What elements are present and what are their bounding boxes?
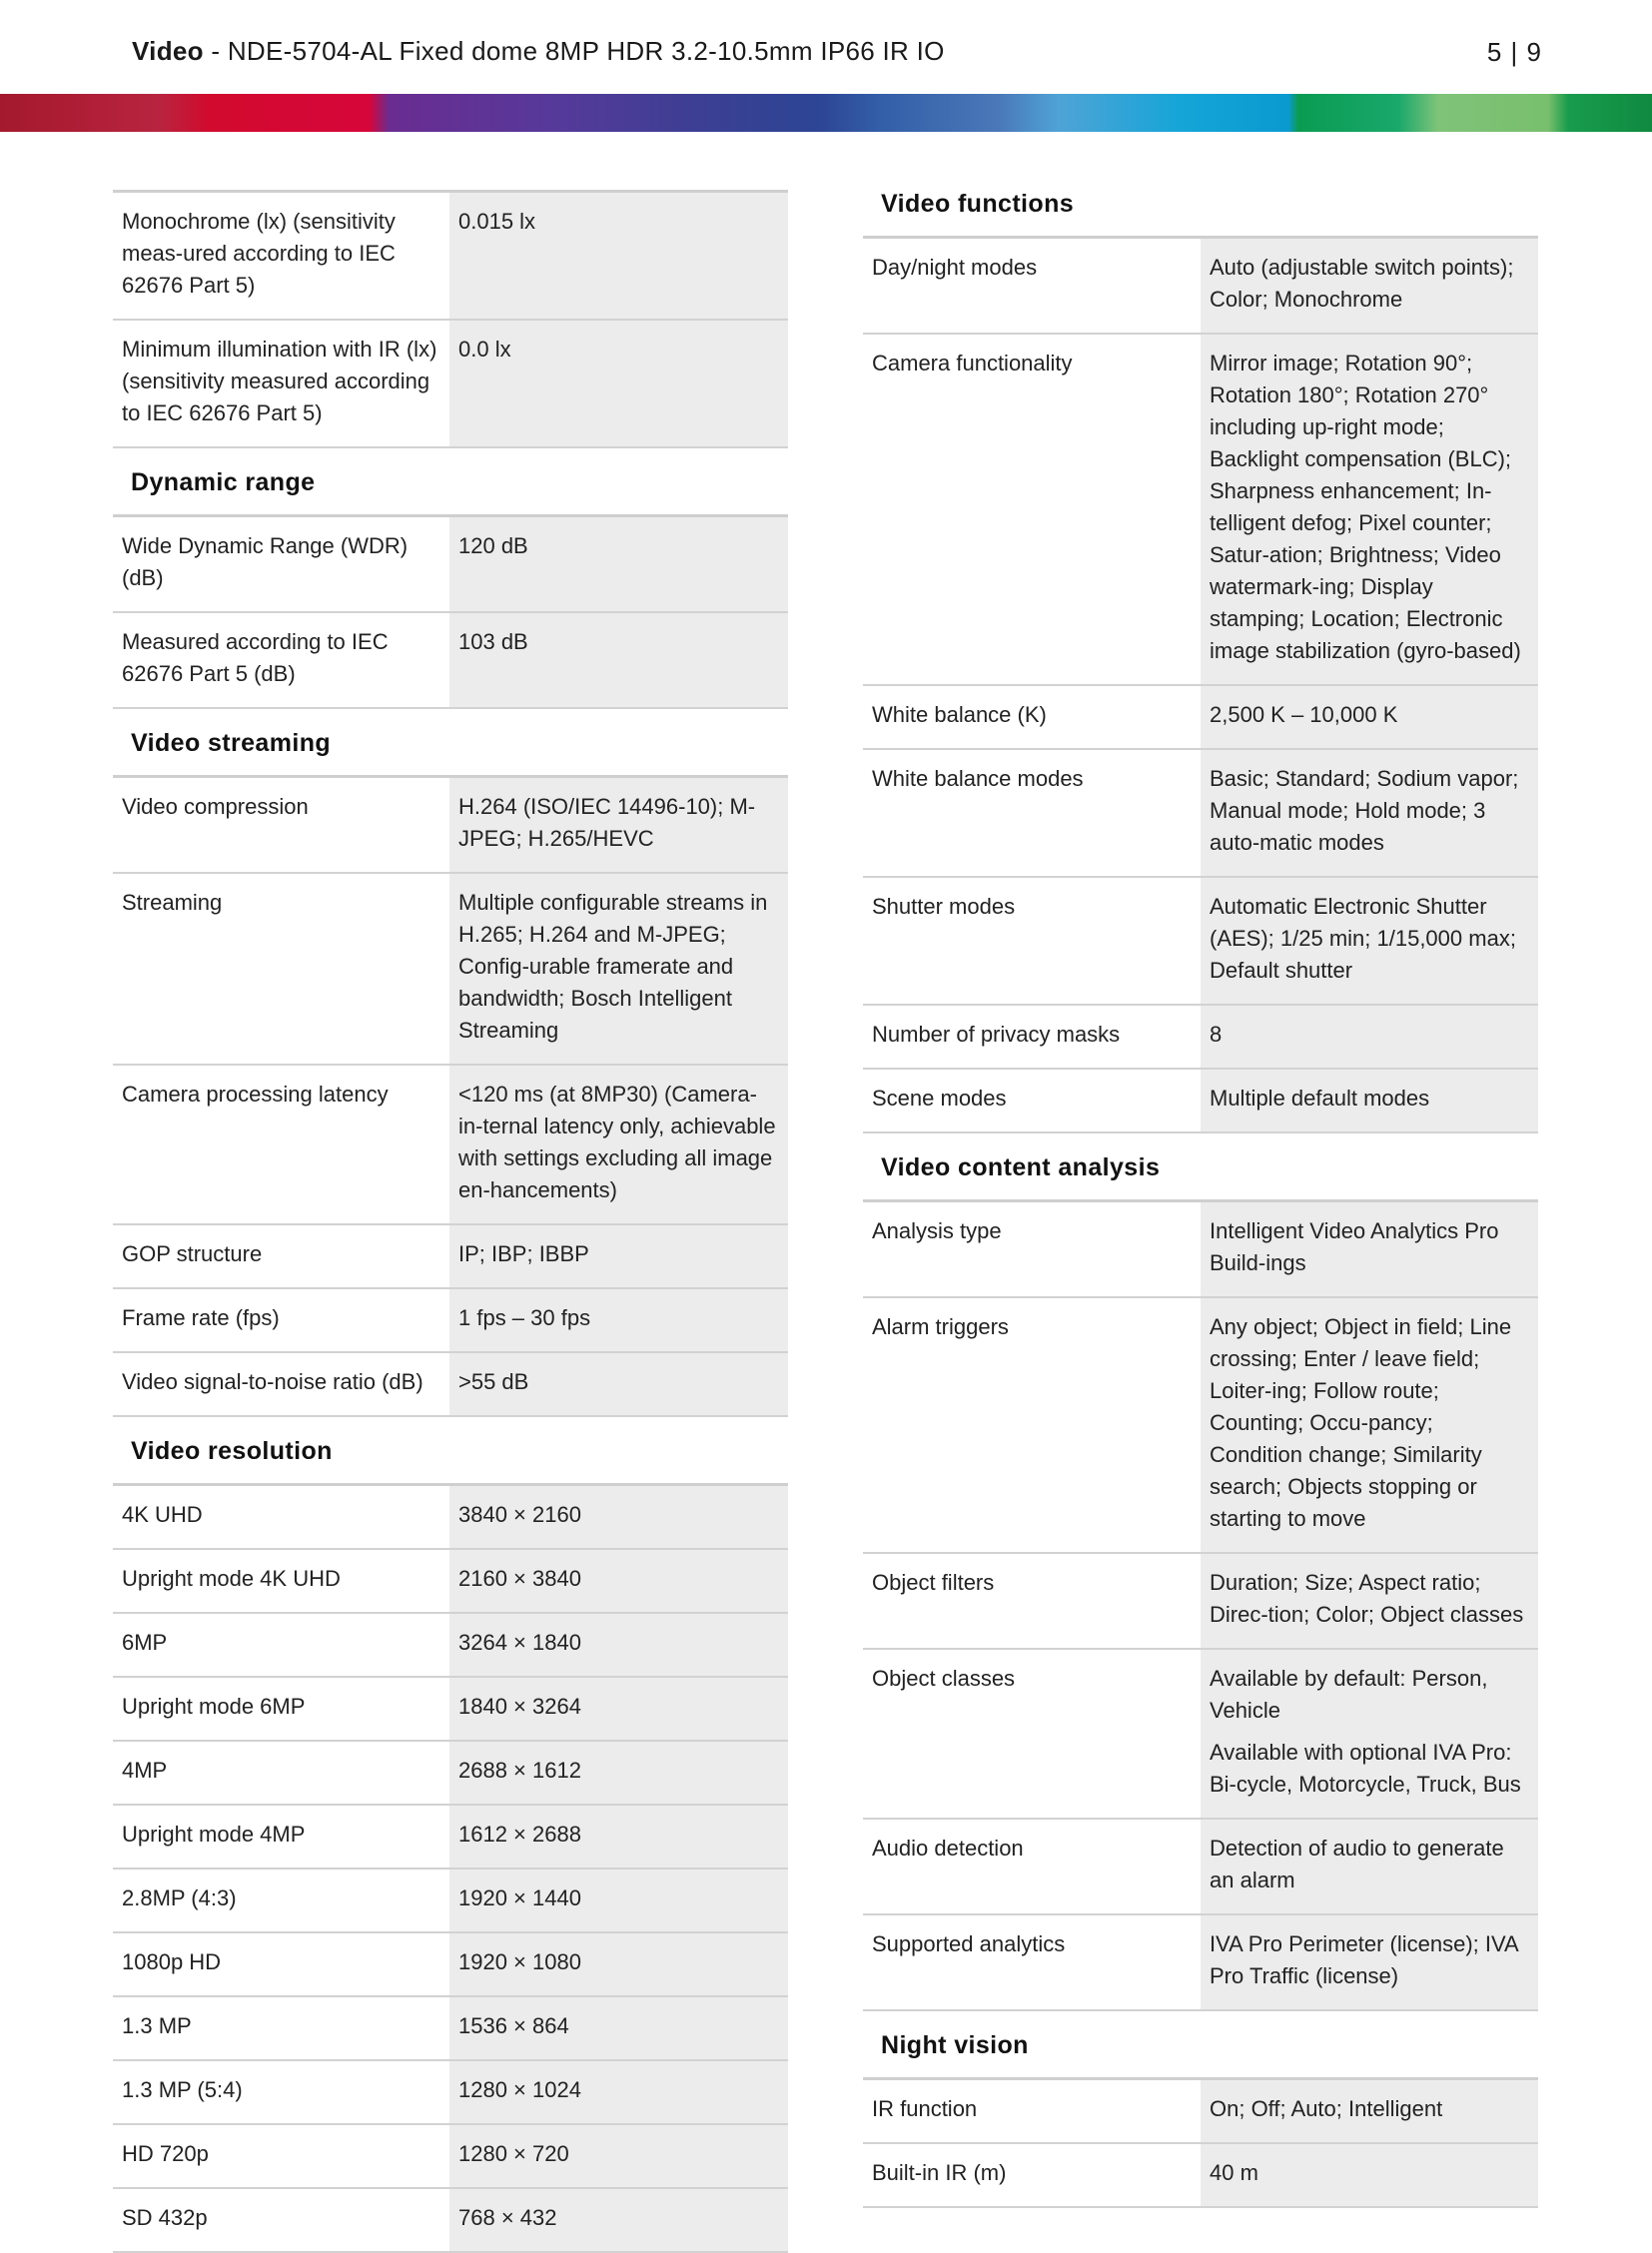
spec-label: 4K UHD	[113, 1485, 449, 1550]
table-row	[113, 1352, 788, 1416]
spec-value: IP; IBP; IBBP	[449, 1224, 788, 1288]
spec-value: H.264 (ISO/IEC 14496-10); M-JPEG; H.265/HEVC	[449, 777, 788, 874]
spec-value: Basic; Standard; Sodium vapor; Manual mode; Hold mode; 3 auto-matic modes	[1201, 749, 1538, 877]
spec-label: Analysis type	[863, 1201, 1201, 1298]
spec-value: 2,500 K – 10,000 K	[1201, 685, 1538, 749]
table-row	[113, 777, 788, 874]
table-row	[863, 238, 1538, 335]
spec-value: 2688 × 1612	[449, 1741, 788, 1805]
section-heading: Video functions	[863, 180, 1538, 238]
table-row	[113, 1613, 788, 1677]
table-row	[113, 1485, 788, 1550]
table-row	[113, 1224, 788, 1288]
table-row	[113, 1932, 788, 1996]
spec-label: Camera processing latency	[113, 1065, 449, 1224]
spec-label: Day/night modes	[863, 238, 1201, 335]
spec-value: 1280 × 720	[449, 2124, 788, 2188]
table-row	[863, 877, 1538, 1005]
spec-label: Wide Dynamic Range (WDR) (dB)	[113, 516, 449, 613]
title-bold: Video	[132, 36, 204, 66]
spec-value: Duration; Size; Aspect ratio; Direc-tion; Color; Object classes	[1201, 1553, 1538, 1649]
table-row	[863, 1914, 1538, 2010]
table-row	[863, 1201, 1538, 1298]
spec-label: Video compression	[113, 777, 449, 874]
spec-value: 1920 × 1440	[449, 1869, 788, 1932]
spec-value: Any object; Object in field; Line crossing; Enter / leave field; Loiter-ing; Follow route; Counting; Occu-pancy; Condition change; Similarity search; Objects stopping or starting to move	[1201, 1297, 1538, 1553]
spec-label: Number of privacy masks	[863, 1005, 1201, 1069]
spec-value: 768 × 432	[449, 2188, 788, 2252]
section-heading: Night vision	[863, 2010, 1538, 2079]
table-row	[863, 1005, 1538, 1069]
spec-table-right	[863, 180, 1538, 2208]
spec-label: Streaming	[113, 873, 449, 1065]
spec-label: Video signal-to-noise ratio (dB)	[113, 1352, 449, 1416]
section-heading-row	[863, 1132, 1538, 1201]
spec-label: Measured according to IEC 62676 Part 5 (dB)	[113, 612, 449, 708]
table-row	[863, 2079, 1538, 2144]
section-heading-row	[113, 447, 788, 516]
spec-label: Alarm triggers	[863, 1297, 1201, 1553]
spec-label: White balance modes	[863, 749, 1201, 877]
spec-value: 1612 × 2688	[449, 1805, 788, 1869]
section-heading-row	[113, 708, 788, 777]
table-row	[113, 2060, 788, 2124]
spec-value: 8	[1201, 1005, 1538, 1069]
table-row	[863, 1819, 1538, 1914]
spec-table-left	[113, 190, 788, 2253]
spec-label: Object filters	[863, 1553, 1201, 1649]
spec-label: 1.3 MP (5:4)	[113, 2060, 449, 2124]
spec-label: Upright mode 6MP	[113, 1677, 449, 1741]
spec-label: 1.3 MP	[113, 1996, 449, 2060]
table-row	[113, 1805, 788, 1869]
spec-value: 2160 × 3840	[449, 1549, 788, 1613]
table-row	[113, 320, 788, 447]
spec-value: 1280 × 1024	[449, 2060, 788, 2124]
section-heading-row	[863, 180, 1538, 238]
table-row	[113, 1677, 788, 1741]
table-row	[113, 612, 788, 708]
spec-value: Automatic Electronic Shutter (AES); 1/25 min; 1/15,000 max; Default shutter	[1201, 877, 1538, 1005]
table-row	[113, 1996, 788, 2060]
spec-value: >55 dB	[449, 1352, 788, 1416]
spec-value: 103 dB	[449, 612, 788, 708]
spec-label: GOP structure	[113, 1224, 449, 1288]
table-row	[113, 1549, 788, 1613]
spec-label: SD 432p	[113, 2188, 449, 2252]
table-row	[113, 1065, 788, 1224]
spec-value: 120 dB	[449, 516, 788, 613]
table-row	[113, 2188, 788, 2252]
table-row	[863, 1649, 1538, 1819]
spec-value: IVA Pro Perimeter (license); IVA Pro Traffic (license)	[1201, 1914, 1538, 2010]
spec-label: 1080p HD	[113, 1932, 449, 1996]
spec-value-line: Available by default: Person, Vehicle	[1210, 1666, 1488, 1723]
spec-label: HD 720p	[113, 2124, 449, 2188]
left-column	[113, 190, 788, 2253]
spec-label: Frame rate (fps)	[113, 1288, 449, 1352]
table-row	[113, 873, 788, 1065]
spec-label: White balance (K)	[863, 685, 1201, 749]
spec-label: Upright mode 4K UHD	[113, 1549, 449, 1613]
section-heading: Video resolution	[113, 1416, 788, 1485]
section-heading-row	[863, 2010, 1538, 2079]
page-header	[0, 0, 1652, 95]
spec-value: 0.0 lx	[449, 320, 788, 447]
spec-label: Minimum illumination with IR (lx) (sensitivity measured according to IEC 62676 Part 5)	[113, 320, 449, 447]
table-row	[863, 1297, 1538, 1553]
brand-color-band	[0, 94, 1652, 132]
section-heading: Video streaming	[113, 708, 788, 777]
spec-value	[1201, 1649, 1538, 1819]
spec-value: 3840 × 2160	[449, 1485, 788, 1550]
spec-label: Audio detection	[863, 1819, 1201, 1914]
spec-value: 1920 × 1080	[449, 1932, 788, 1996]
spec-value: Detection of audio to generate an alarm	[1201, 1819, 1538, 1914]
spec-value: Mirror image; Rotation 90°; Rotation 180°; Rotation 270° including up-right mode; Backlight compensation (BLC); Sharpness enhancement; In-telligent defog; Pixel counter; Satur-ation; Brightness; Video watermark-ing; Display stamping; Location; Electronic image stabilization (gyro-based)	[1201, 334, 1538, 685]
spec-label: Scene modes	[863, 1069, 1201, 1132]
spec-value: Multiple default modes	[1201, 1069, 1538, 1132]
spec-value: 1840 × 3264	[449, 1677, 788, 1741]
right-column	[863, 180, 1538, 2208]
spec-value-line: Available with optional IVA Pro: Bi-cycle, Motorcycle, Truck, Bus	[1210, 1740, 1521, 1797]
section-heading-row	[113, 1416, 788, 1485]
spec-value: Intelligent Video Analytics Pro Build-ings	[1201, 1201, 1538, 1298]
table-row	[113, 516, 788, 613]
spec-label: 4MP	[113, 1741, 449, 1805]
title-rest: - NDE-5704-AL Fixed dome 8MP HDR 3.2-10.5mm IP66 IR IO	[203, 36, 945, 66]
table-row	[113, 1741, 788, 1805]
spec-label: 6MP	[113, 1613, 449, 1677]
table-row	[863, 1069, 1538, 1132]
spec-value: 1536 × 864	[449, 1996, 788, 2060]
table-row	[113, 192, 788, 321]
table-row	[113, 1288, 788, 1352]
spec-value: 3264 × 1840	[449, 1613, 788, 1677]
table-row	[863, 749, 1538, 877]
spec-value: On; Off; Auto; Intelligent	[1201, 2079, 1538, 2144]
spec-value: Multiple configurable streams in H.265; H.264 and M-JPEG; Config-urable framerate and bandwidth; Bosch Intelligent Streaming	[449, 873, 788, 1065]
spec-value: <120 ms (at 8MP30) (Camera-in-ternal latency only, achievable with settings excluding all image en-hancements)	[449, 1065, 788, 1224]
table-row	[113, 1869, 788, 1932]
spec-value: Auto (adjustable switch points); Color; Monochrome	[1201, 238, 1538, 335]
section-heading: Video content analysis	[863, 1132, 1538, 1201]
spec-label: Shutter modes	[863, 877, 1201, 1005]
spec-value: 40 m	[1201, 2143, 1538, 2207]
spec-label: Camera functionality	[863, 334, 1201, 685]
section-heading: Dynamic range	[113, 447, 788, 516]
spec-label: Monochrome (lx) (sensitivity meas-ured according to IEC 62676 Part 5)	[113, 192, 449, 321]
page-number: 5 | 9	[1486, 37, 1542, 67]
spec-label: Upright mode 4MP	[113, 1805, 449, 1869]
spec-value: 0.015 lx	[449, 192, 788, 321]
table-row	[863, 334, 1538, 685]
document-title	[132, 36, 945, 67]
spec-label: Built-in IR (m)	[863, 2143, 1201, 2207]
spec-label: 2.8MP (4:3)	[113, 1869, 449, 1932]
spec-label: IR function	[863, 2079, 1201, 2144]
table-row	[863, 685, 1538, 749]
spec-label: Supported analytics	[863, 1914, 1201, 2010]
table-row	[113, 2124, 788, 2188]
table-row	[863, 1553, 1538, 1649]
table-row	[863, 2143, 1538, 2207]
spec-value: 1 fps – 30 fps	[449, 1288, 788, 1352]
spec-label: Object classes	[863, 1649, 1201, 1819]
